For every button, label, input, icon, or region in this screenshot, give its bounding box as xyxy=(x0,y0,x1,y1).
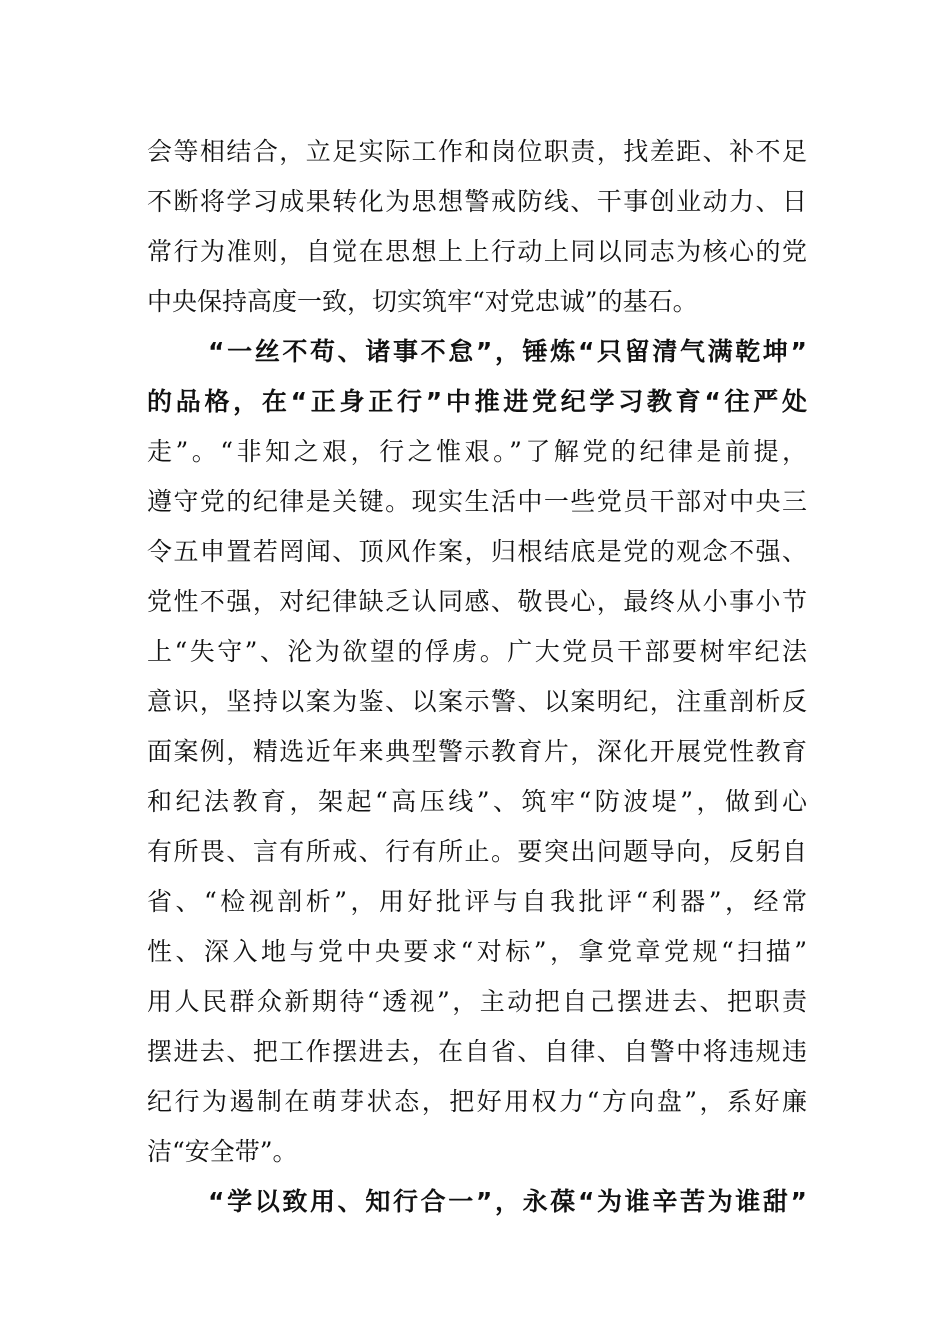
text-line: 遵守党的纪律是关键。现实生活中一些党员干部对中央三 xyxy=(147,487,807,516)
text-line: 摆进去、把工作摆进去，在自省、自律、自警中将违规违 xyxy=(147,1037,807,1066)
text-line: 不断将学习成果转化为思想警戒防线、干事创业动力、日 xyxy=(147,187,807,216)
text-line: 省、“检视剖析”，用好批评与自我批评“利器”，经常 xyxy=(147,887,807,916)
text-line: 走”。“非知之艰，行之惟艰。”了解党的纪律是前提， xyxy=(147,437,807,466)
text-line: 性、深入地与党中央要求“对标”，拿党章党规“扫描” xyxy=(147,937,807,966)
text-line: 上“失守”、沦为欲望的俘虏。广大党员干部要树牢纪法 xyxy=(147,637,807,666)
text-line: 面案例，精选近年来典型警示教育片，深化开展党性教育 xyxy=(147,737,807,766)
text-line: 常行为准则，自觉在思想上上行动上同以同志为核心的党 xyxy=(147,237,807,266)
heading-line: “学以致用、知行合一”，永葆“为谁辛苦为谁甜” xyxy=(208,1187,807,1216)
heading-line: 的品格，在“正身正行”中推进党纪学习教育“往严处 xyxy=(147,387,807,416)
text-line: 有所畏、言有所戒、行有所止。要突出问题导向，反躬自 xyxy=(147,837,807,866)
text-line: 意识，坚持以案为鉴、以案示警、以案明纪，注重剖析反 xyxy=(147,687,807,716)
text-line: 会等相结合，立足实际工作和岗位职责，找差距、补不足 xyxy=(147,137,807,166)
text-line: 中央保持高度一致，切实筑牢“对党忠诚”的基石。 xyxy=(147,287,698,316)
text-line: 洁“安全带”。 xyxy=(147,1137,298,1166)
text-line: 纪行为遏制在萌芽状态，把好用权力“方向盘”，系好廉 xyxy=(147,1087,807,1116)
heading-line: “一丝不苟、诸事不怠”，锤炼“只留清气满乾坤” xyxy=(208,337,807,366)
text-line: 党性不强，对纪律缺乏认同感、敬畏心，最终从小事小节 xyxy=(147,587,807,616)
text-line: 令五申置若罔闻、顶风作案，归根结底是党的观念不强、 xyxy=(147,537,807,566)
text-line: 用人民群众新期待“透视”，主动把自己摆进去、把职责 xyxy=(147,987,807,1016)
text-line: 和纪法教育，架起“高压线”、筑牢“防波堤”，做到心 xyxy=(147,787,807,816)
